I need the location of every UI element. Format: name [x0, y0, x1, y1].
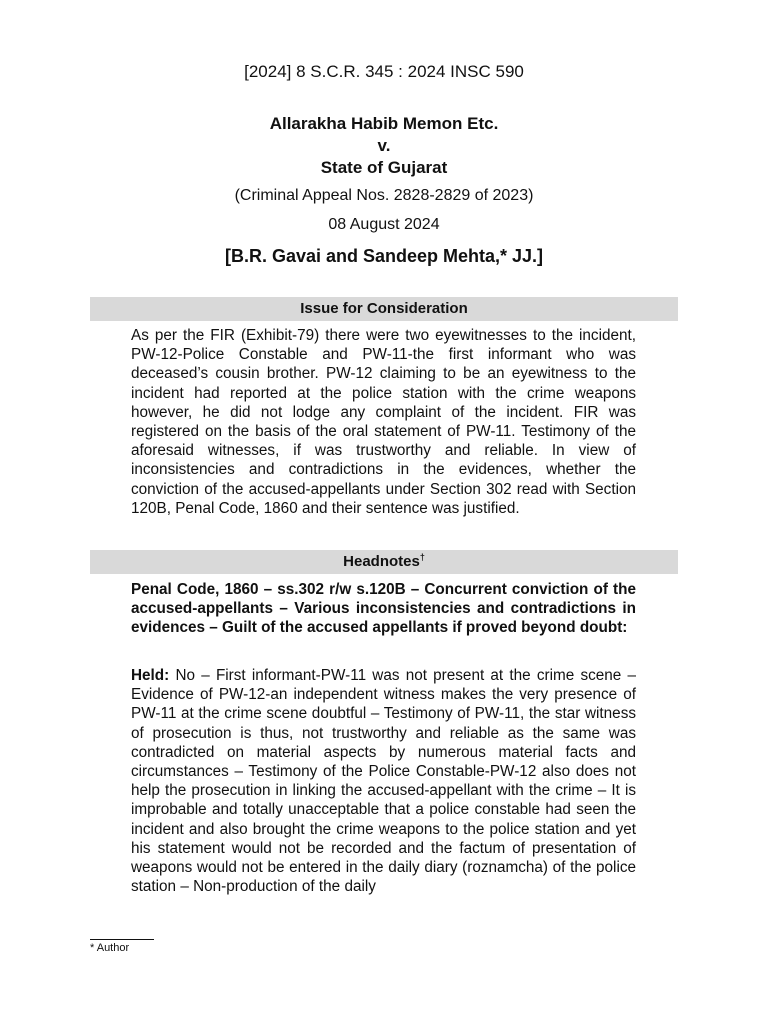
issue-paragraph: As per the FIR (Exhibit-79) there were two eyewitnesses to the incident, PW-12-Police Constable and PW-11-the first informant who was deceased’s cousin brother. PW-12 claiming to be an eyewitness to the incident had reported at the police station with the crime weapons however, he did not lodge any complaint of the incident. FIR was registered on the basis of the oral statement of PW-11. Testimony of the aforesaid witnesses, if was trustworthy and reliable. In view of inconsistencies and contradictions in the evidences, whether the conviction of the accused-appellants under Section 302 read with Section 120B, Penal Code, 1860 and their sentence was justified. [131, 327, 636, 517]
appellant-name: Allarakha Habib Memon Etc. [269, 114, 499, 133]
versus-label: v. [377, 136, 391, 155]
held-label: Held: [131, 667, 170, 684]
headnote-catchline: Penal Code, 1860 – ss.302 r/w s.120B – Concurrent conviction of the accused-appellants – Various inconsistencies and contradictions in evidences – Guilt of the accused appellants if proved beyond doubt: [131, 581, 636, 637]
footnote: * Author [90, 942, 130, 954]
case-number: (Criminal Appeal Nos. 2828-2829 of 2023) [234, 187, 534, 204]
citation: [2024] 8 S.C.R. 345 : 2024 INSC 590 [244, 62, 524, 81]
headnotes-heading [90, 550, 678, 574]
judgment-date: 08 August 2024 [328, 216, 440, 233]
headnotes-heading-text: Headnotes [343, 553, 420, 570]
issue-heading-text: Issue for Consideration [300, 300, 468, 317]
respondent-name: State of Gujarat [320, 158, 448, 177]
held-paragraph [131, 666, 636, 896]
held-text: No – First informant-PW-11 was not present at the crime scene – Evidence of PW-12-an independent witness makes the very presence of PW-11 at the crime scene doubtful – Testimony of PW-11, the star witness of prosecution is thus, not trustworthy and reliable as the same was contradicted on material aspects by numerous material facts and circumstances – Testimony of the Police Constable-PW-12 also does not help the prosecution in linking the accused-appellant with the crime – It is improbable and totally unacceptable that a police constable had seen the incident and also brought the crime weapons to the police station and yet his statement would not be recorded and the factum of presentation of weapons would not be entered in the daily diary (roznamcha) of the police station – Non-production of the daily [131, 667, 636, 896]
footnote-divider [90, 939, 154, 940]
bench: [B.R. Gavai and Sandeep Mehta,* JJ.] [224, 246, 544, 266]
issue-heading [90, 297, 678, 321]
headnotes-dagger: † [419, 552, 425, 562]
